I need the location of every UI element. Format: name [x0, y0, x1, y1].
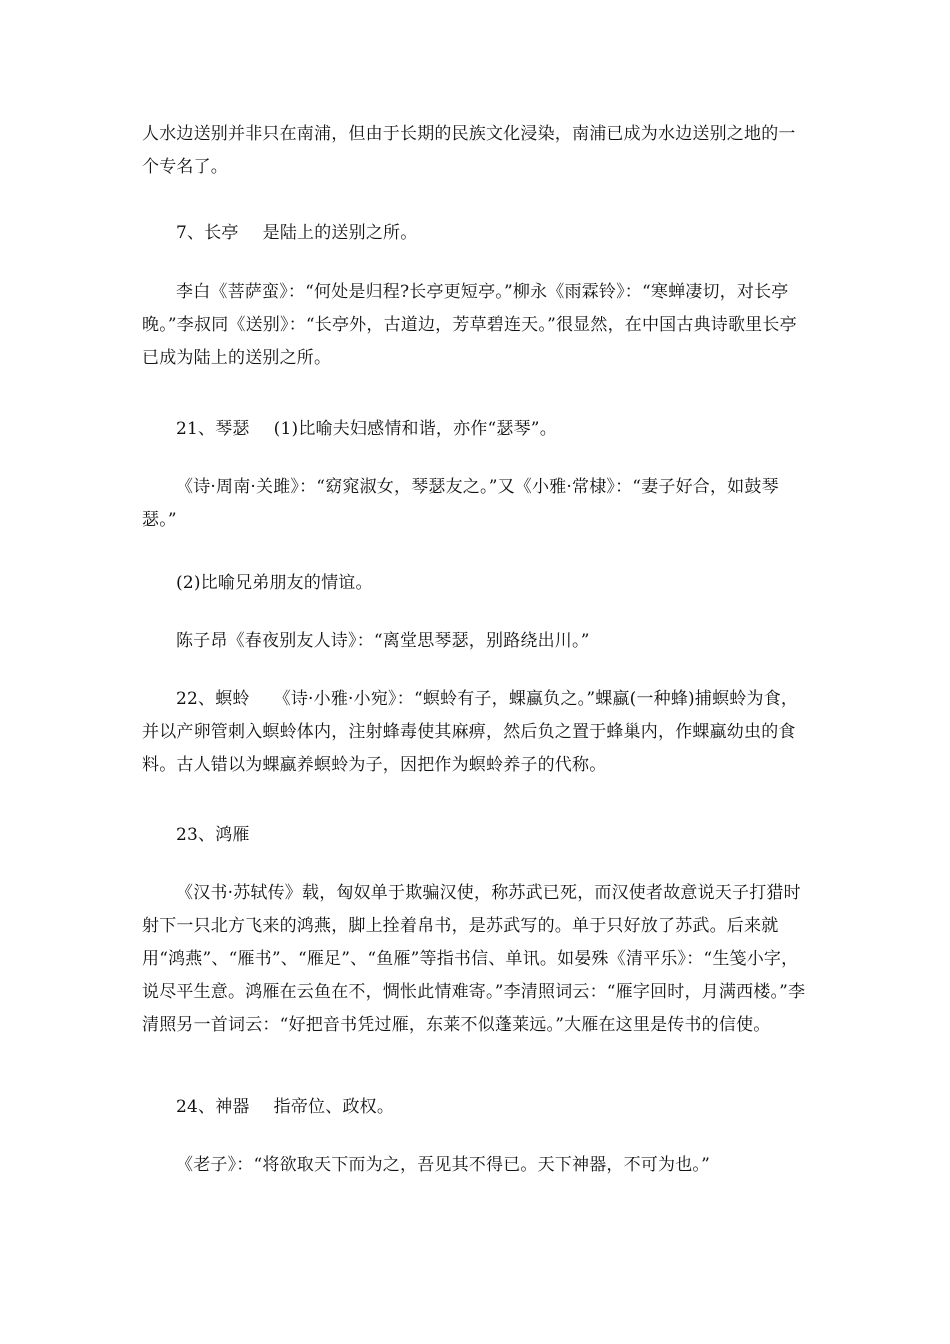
entry-definition: 是陆上的送别之所。 [262, 223, 418, 243]
paragraph-mingling [142, 683, 810, 782]
entry-definition: (1)比喻夫妇感情和谐，亦作“瑟琴”。 [273, 419, 557, 439]
paragraph-text: 《诗·周南·关雎》：“窈窕淑女，琴瑟友之。”又《小雅·常棣》：“妻子好合，如鼓琴瑟。” [142, 477, 779, 530]
paragraph-qinse-quote-2 [142, 625, 810, 658]
paragraph-text: (2)比喻兄弟朋友的情谊。 [176, 573, 373, 593]
paragraph-text: 陈子昂《春夜别友人诗》：“离堂思琴瑟，别路绕出川。” [176, 631, 590, 651]
entry-number: 21、琴瑟 [176, 419, 250, 439]
heading-changting [142, 217, 810, 250]
heading-hongyan [142, 819, 810, 852]
entry-number: 23、鸿雁 [176, 825, 250, 845]
paragraph-shenqi-quote [142, 1149, 810, 1182]
entry-number: 22、螟蛉 [176, 689, 250, 709]
paragraph-text: 《汉书·苏轼传》载，匈奴单于欺骗汉使，称苏武已死，而汉使者故意说天子打猎时射下一只北方飞来的鸿燕，脚上拴着帛书，是苏武写的。单于只好放了苏武。后来就用“鸿燕”、“雁书”、“雁足”、“鱼雁”等指书信、单讯。如晏殊《清平乐》：“生笺小字，说尽平生意。鸿雁在云鱼在不，惆怅此情难寄。”李清照词云：“雁字回时，月满西楼。”李清照另一首词云：“好把音书凭过雁，东莱不似蓬莱远。”大雁在这里是传书的信使。 [142, 883, 806, 1035]
paragraph-qinse-quotes [142, 471, 810, 537]
entry-definition: 《诗·小雅·小宛》：“螟蛉有子，蜾蠃负之。”蜾蠃(一种蜂)捕螟蛉为食，并以产卵管刺入螟蛉体内，注射蜂毒使其麻痹，然后负之置于蜂巢内，作蜾蠃幼虫的食料。古人错以为蜾蠃养螟蛉为子，因把作为螟蛉养子的代称。 [142, 689, 799, 775]
paragraph-changting-quotes [142, 276, 810, 375]
paragraph-nanpu-end [142, 118, 810, 184]
entry-definition: 指帝位、政权。 [273, 1097, 395, 1117]
paragraph-text: 李白《菩萨蛮》：“何处是归程?长亭更短亭。”柳永《雨霖铃》：“寒蝉凄切，对长亭晚。”李叔同《送别》：“长亭外，古道边，芳草碧连天。”很显然，在中国古典诗歌里长亭已成为陆上的送别之所。 [142, 282, 797, 368]
entry-number: 24、神器 [176, 1097, 250, 1117]
entry-number: 7、长亭 [176, 223, 239, 243]
paragraph-qinse-meaning-2 [142, 567, 810, 600]
heading-shenqi [142, 1091, 810, 1124]
heading-qinse [142, 413, 810, 446]
paragraph-text: 《老子》：“将欲取天下而为之，吾见其不得已。天下神器，不可为也。” [176, 1155, 710, 1175]
paragraph-text: 人水边送别并非只在南浦，但由于长期的民族文化浸染，南浦已成为水边送别之地的一个专名了。 [142, 124, 796, 177]
paragraph-hongyan-story [142, 877, 810, 1042]
